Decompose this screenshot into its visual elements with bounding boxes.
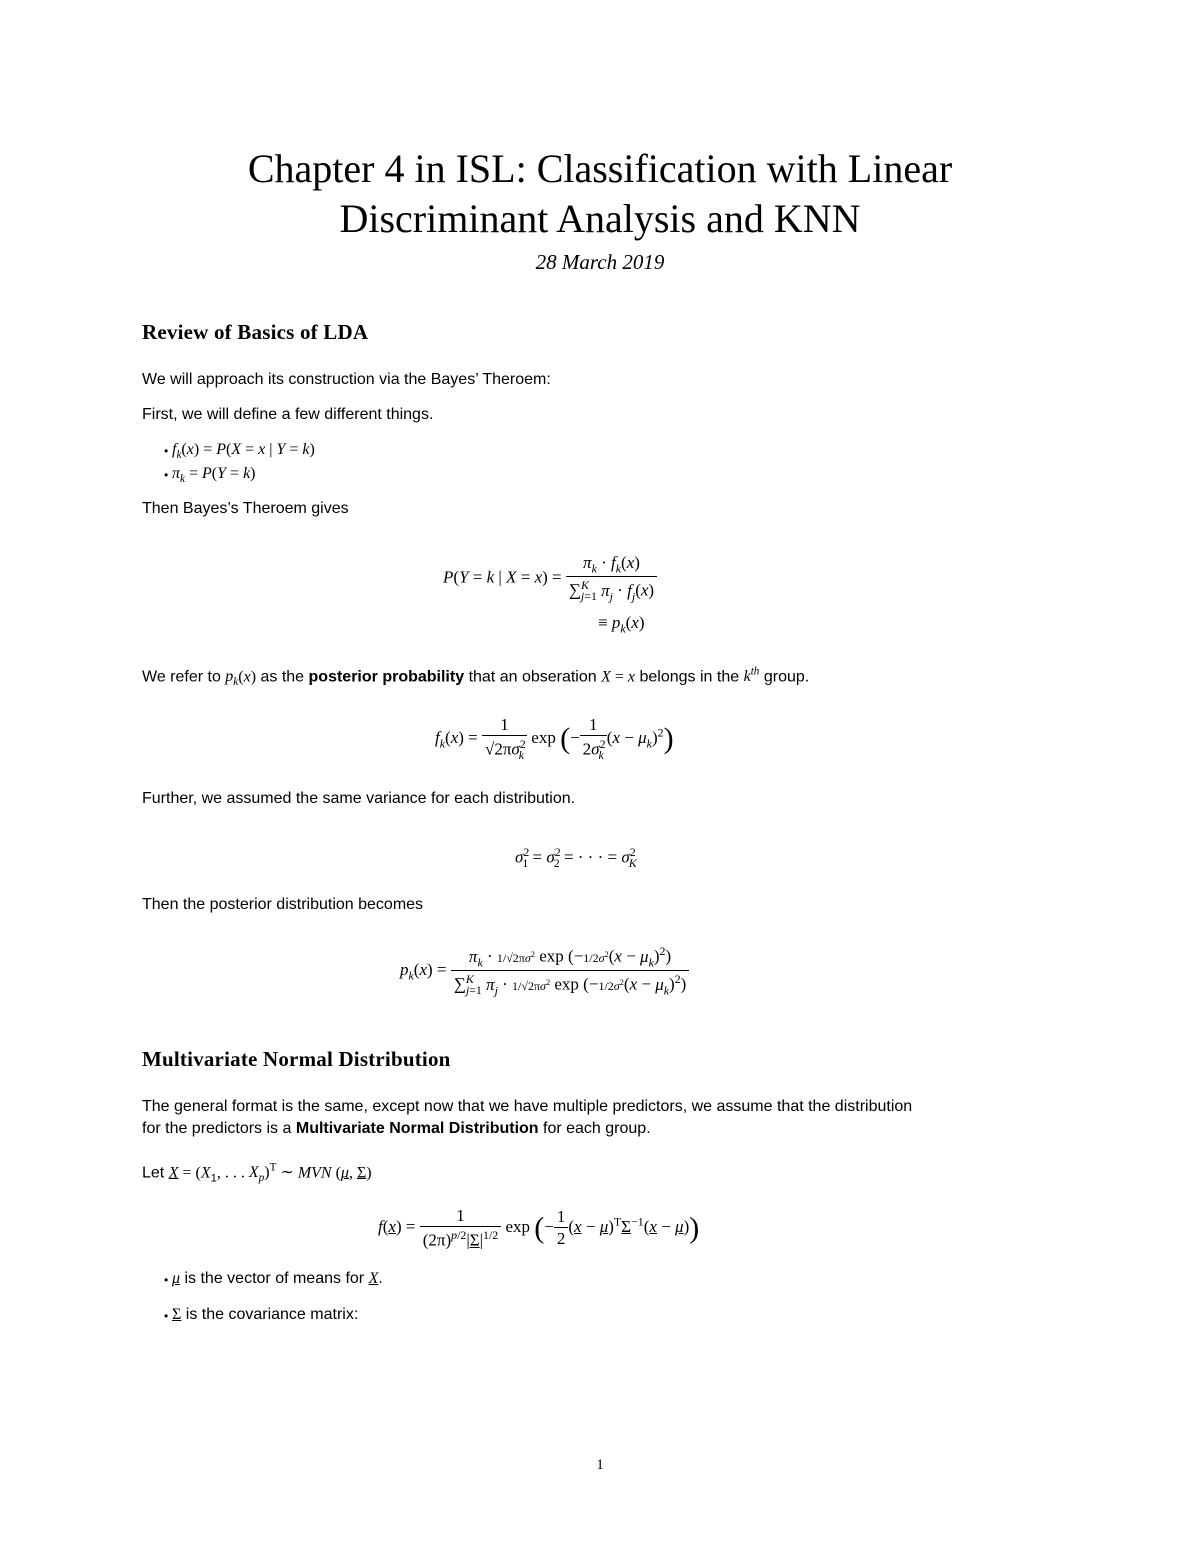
document-date: 28 March 2019 (535, 250, 665, 274)
bullet-icon: • (164, 444, 169, 458)
section-heading-mvn: Multivariate Normal Distribution (142, 1047, 451, 1071)
page-title-line-1: Chapter 4 in ISL: Classification with Linear (247, 146, 953, 191)
bullet-icon: • (164, 1309, 169, 1323)
paragraph-let-x: Let $X = (X_1$, . . . $X_p)^T$ ∼ MVN (μ, Σ) (142, 1162, 372, 1185)
paragraph-posterior-probability: We refer to $p_k(x)$ as the posterior probability that an obseration X = x belongs in the $k^{th}$ group. (142, 666, 810, 689)
bullet-icon: • (164, 468, 169, 482)
section-heading-lda: Review of Basics of LDA (142, 320, 369, 344)
equation-bayes-posterior: P(Y = k | X = x) = $\frac{\pi_k \cdot f_k(x)}{\sum^K_{j=1} \pi_j \cdot f_j(x)}$ (443, 553, 657, 604)
list-item-pik: $\pi_k = P(Y = k)$ (172, 465, 256, 486)
paragraph-approach: We will approach its construction via the Bayes’ Theroem: (142, 371, 551, 388)
paragraph-bayes-gives: Then Bayes’s Theroem gives (142, 500, 349, 517)
paragraph-posterior-becomes: Then the posterior distribution becomes (142, 896, 424, 913)
bullet-icon: • (164, 1273, 169, 1287)
paragraph-define: First, we will define a few different things. (142, 406, 434, 423)
equation-posterior-normal: $p_k(x)$ = $\frac{\pi_k \cdot 1/√2\pi\sigma^2 \exp (-1/2\sigma^2(x - \mu_k)^2)}{\sum^K_{j=1} \pi_j \cdot 1/√2\pi\sigma^2 \exp (-1/2\sigma^2(x - \mu_k)^2)}$ (400, 944, 689, 998)
page-number: 1 (596, 1457, 604, 1473)
equation-normal-density: $f_k(x)$ = $\frac{1}{√2\pi\sigma^2_k}$ exp (− $\frac{1}{2\sigma^2_k}$ $(x - \mu_k)^2$) (435, 715, 674, 763)
list-item-sigma: Σ is the covariance matrix: (172, 1306, 359, 1323)
equation-equal-variance: $\sigma^2_1 = \sigma^2_2$ = · · · = $\sigma^2_K$ (515, 845, 637, 871)
paragraph-same-variance: Further, we assumed the same variance for each distribution. (142, 790, 576, 807)
equation-mvn-density: f(x) = $\frac{1}{(2\pi)^{p/2}|\Sigma|^{1/2}}$ exp (− $\frac{1}{2}$ $(x - \mu)^T\Sigma^{-1}(x - \mu)$) (378, 1206, 700, 1250)
paragraph-general-format: The general format is the same, except now that we have multiple predictors, we assume that the distribution for the predictors is a Multivariate Normal Distribution for each group. (142, 1098, 913, 1137)
list-item-mu: μ is the vector of means for X. (172, 1270, 383, 1287)
equation-equiv-pk: ≡ $p_k(x)$ (598, 613, 645, 636)
page-title-line-2: Discriminant Analysis and KNN (339, 196, 861, 241)
list-item-fk: $f_k(x) = P(X = x$ | Y = k) (172, 441, 315, 462)
